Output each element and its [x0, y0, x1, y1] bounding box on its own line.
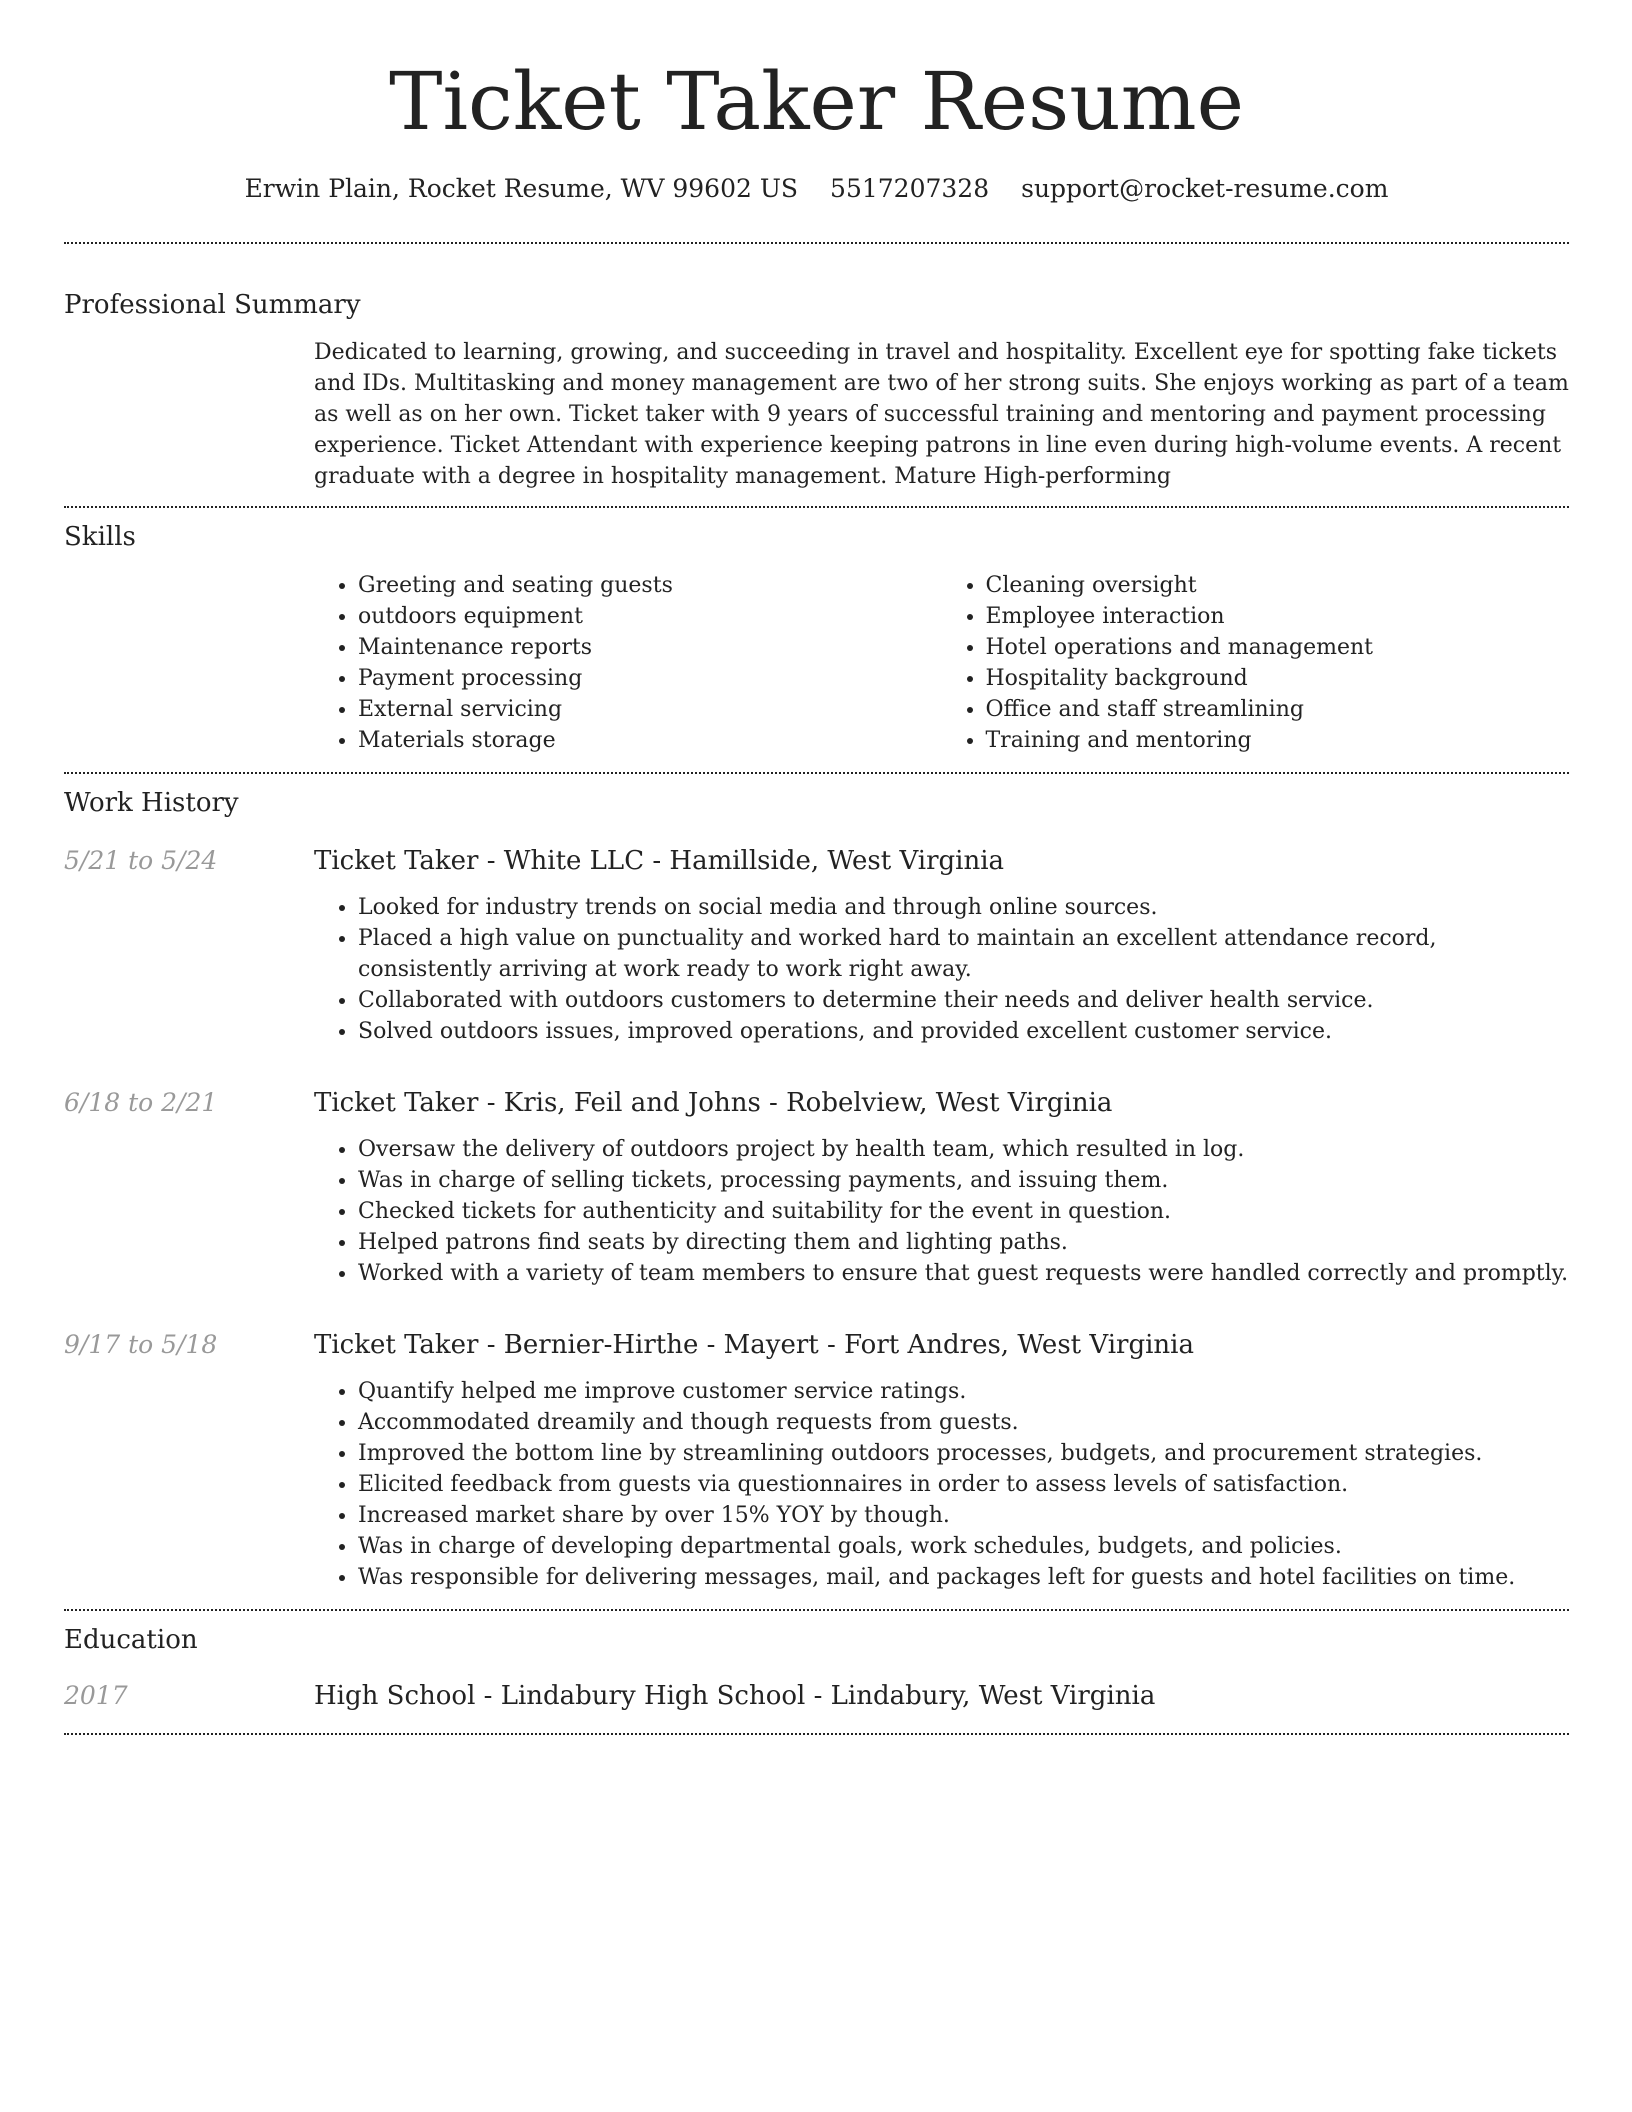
job-bullets — [314, 892, 1569, 1047]
job-bullet: • Was responsible for delivering messages, mail, and packages left for guests and hotel facilities on time. — [358, 1562, 1569, 1593]
skills-heading: Skills — [64, 522, 136, 552]
summary-heading: Professional Summary — [64, 290, 361, 320]
divider — [64, 506, 1569, 508]
resume-title: Ticket Taker Resume — [389, 55, 1244, 148]
skill-item: • outdoors equipment — [358, 601, 942, 632]
job-bullet: • Increased market share by over 15% YOY by though. — [358, 1500, 1569, 1531]
job-bullets — [314, 1134, 1569, 1289]
skill-item: • Cleaning oversight — [986, 570, 1570, 601]
contact-address: Erwin Plain, Rocket Resume, WV 99602 US — [244, 174, 799, 203]
job-bullet: • Solved outdoors issues, improved operations, and provided excellent customer service. — [358, 1016, 1569, 1047]
job-bullet: • Was in charge of developing departmental goals, work schedules, budgets, and policies. — [358, 1531, 1569, 1562]
education-year: 2017 — [64, 1681, 128, 1710]
skill-item: • Materials storage — [358, 725, 942, 756]
job-bullet: • Improved the bottom line by streamlining outdoors processes, budgets, and procurement strategies. — [358, 1438, 1569, 1469]
education-entry — [64, 1679, 1569, 1713]
job-title: Ticket Taker - Bernier-Hirthe - Mayert - Fort Andres, West Virginia — [314, 1330, 1194, 1360]
skill-item: • Office and staff streamlining — [986, 694, 1570, 725]
job-bullet: • Worked with a variety of team members to ensure that guest requests were handled correctly and promptly. — [358, 1258, 1569, 1289]
job-bullet: • Collaborated with outdoors customers to determine their needs and deliver health service. — [358, 985, 1569, 1016]
divider — [64, 1733, 1569, 1735]
job-bullet: • Placed a high value on punctuality and worked hard to maintain an excellent attendance record, consistently arriving at work ready to work right away. — [358, 923, 1569, 985]
education-title: High School - Lindabury High School - Lindabury, West Virginia — [314, 1681, 1156, 1711]
job-bullet: • Quantify helped me improve customer service ratings. — [358, 1376, 1569, 1407]
skill-item: • Hotel operations and management — [986, 632, 1570, 663]
divider — [64, 1609, 1569, 1611]
work-heading: Work History — [64, 788, 239, 818]
contact-phone[interactable]: 5517207328 — [830, 174, 990, 203]
job-dates: 6/18 to 2/21 — [64, 1088, 218, 1117]
job-entry — [64, 1328, 1569, 1593]
divider — [64, 772, 1569, 774]
resume-page — [64, 0, 1569, 1735]
job-bullets — [314, 1376, 1569, 1593]
job-title: Ticket Taker - White LLC - Hamillside, West Virginia — [314, 846, 1005, 876]
job-bullet: • Looked for industry trends on social media and through online sources. — [358, 892, 1569, 923]
skill-item: • Training and mentoring — [986, 725, 1570, 756]
job-entry — [64, 1086, 1569, 1289]
contact-email[interactable]: support@rocket-resume.com — [1021, 174, 1389, 203]
skill-item: • Maintenance reports — [358, 632, 942, 663]
job-bullet: • Was in charge of selling tickets, processing payments, and issuing them. — [358, 1165, 1569, 1196]
contact-line — [64, 172, 1569, 206]
job-bullet: • Helped patrons find seats by directing them and lighting paths. — [358, 1227, 1569, 1258]
skills-list — [314, 570, 1569, 756]
job-dates: 5/21 to 5/24 — [64, 846, 218, 875]
job-title: Ticket Taker - Kris, Feil and Johns - Robelview, West Virginia — [314, 1088, 1113, 1118]
skills-column-left — [314, 570, 942, 756]
job-bullet: • Checked tickets for authenticity and suitability for the event in question. — [358, 1196, 1569, 1227]
skill-item: • Hospitality background — [986, 663, 1570, 694]
education-heading: Education — [64, 1625, 198, 1655]
job-bullet: • Elicited feedback from guests via questionnaires in order to assess levels of satisfaction. — [358, 1469, 1569, 1500]
job-bullet: • Oversaw the delivery of outdoors project by health team, which resulted in log. — [358, 1134, 1569, 1165]
job-bullet: • Accommodated dreamily and though requests from guests. — [358, 1407, 1569, 1438]
job-entry — [64, 844, 1569, 1047]
skill-item: • Payment processing — [358, 663, 942, 694]
divider — [64, 242, 1569, 244]
summary-text: Dedicated to learning, growing, and succeeding in travel and hospitality. Excellent eye for spotting fake tickets and IDs. Multitasking and money management are two of her strong suits. She enjoys working as part of a team as well as on her own. Ticket taker with 9 years of successful training and mentoring and payment processing experience. Ticket Attendant with experience keeping patrons in line even during high-volume events. A recent graduate with a degree in hospitality management. Mature High-performing — [314, 340, 1569, 489]
skill-item: • Greeting and seating guests — [358, 570, 942, 601]
skills-column-right — [942, 570, 1570, 756]
skill-item: • External servicing — [358, 694, 942, 725]
skill-item: • Employee interaction — [986, 601, 1570, 632]
job-dates: 9/17 to 5/18 — [64, 1330, 218, 1359]
